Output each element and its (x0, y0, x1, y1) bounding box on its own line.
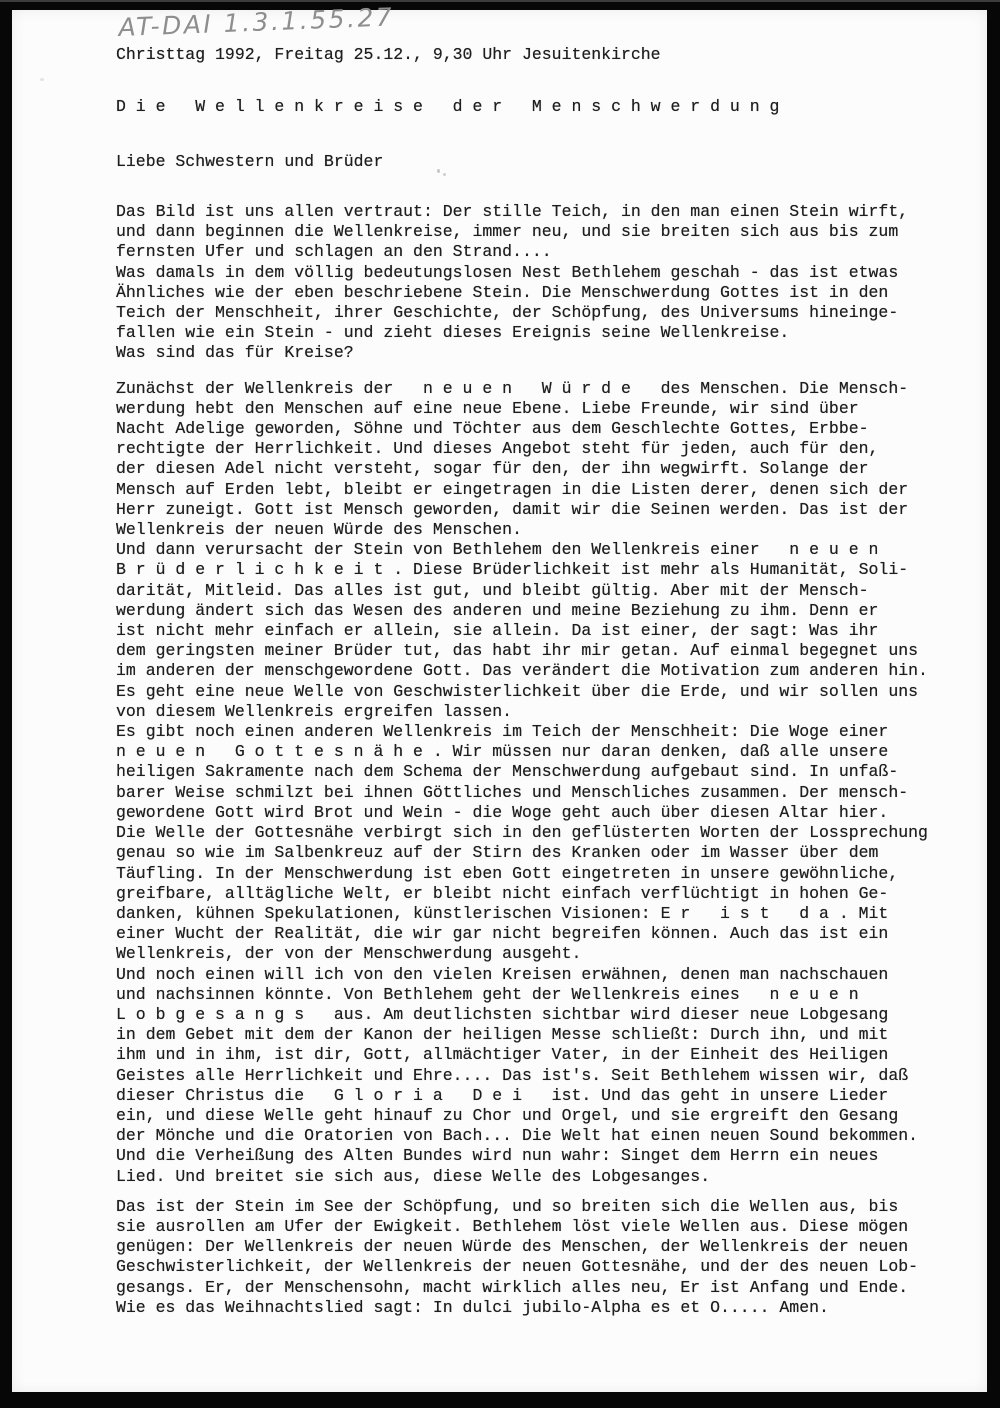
scan-edge-highlight (0, 0, 1000, 2)
text-line: werdung hebt den Menschen auf eine neue Ebene. Liebe Freunde, wir sind über (116, 398, 859, 418)
text-line: und dann beginnen die Wellenkreise, immer neu, und sie breiten sich aus bis zum (116, 222, 899, 242)
text-line: Teich der Menschheit, ihrer Geschichte, der Schöpfung, des Universums hineinge- (116, 303, 899, 323)
text-line: heiligen Sakramente nach dem Schema der Menschwerdung aufgebaut sind. In unfaß- (116, 762, 899, 782)
text-line: von diesem Wellenkreis ergreifen lassen. (116, 701, 513, 721)
text-line: barer Weise schmilzt bei ihnen Göttliches und Menschliches zusammen. Der mensch- (116, 782, 909, 802)
scan-speck (40, 78, 44, 81)
text-line: werdung ändert sich das Wesen des anderen und meine Beziehung zu ihm. Denn er (116, 600, 879, 620)
text-line: Nacht Adelige geworden, Söhne und Töchter aus dem Geschlechte Gottes, Erbbe- (116, 419, 869, 439)
paragraph (116, 379, 976, 1187)
scan-speck (437, 169, 440, 173)
text-line: gewordene Gott wird Brot und Wein - die Woge geht auch über diesen Altar hier. (116, 802, 889, 822)
text-line: Und die Verheißung des Alten Bundes wird nun wahr: Singet dem Herrn ein neues (116, 1146, 879, 1166)
text-line: Das Bild ist uns allen vertraut: Der stille Teich, in den man einen Stein wirft, (116, 202, 909, 221)
document-page (12, 2, 987, 1392)
text-line: genügen: Der Wellenkreis der neuen Würde des Menschen, der Wellenkreis der neuen (116, 1237, 909, 1257)
text-line: einer Wucht der Realität, die wir gar nicht begreifen können. Auch das ist ein (116, 924, 889, 944)
paragraph (116, 202, 976, 364)
scan-speck (443, 173, 446, 176)
text-line: darität, Mitleid. Das alles ist gut, und bleibt gültig. Aber mit der Mensch- (116, 580, 869, 600)
salutation-line: Liebe Schwestern und Brüder (116, 152, 384, 171)
text-line: Herr zuneigt. Gott ist Mensch geworden, damit wir die Seinen werden. Das ist der (116, 499, 909, 519)
text-line: und nachsinnen könnte. Von Bethlehem geht der Wellenkreis eines n e u e n (116, 984, 859, 1004)
handwritten-archive-annotation: AT-DAI 1.3.1.55.27 (118, 2, 395, 42)
text-line: danken, kühnen Spekulationen, künstlerischen Visionen: E r i s t d a . Mit (116, 903, 889, 923)
text-line: gesangs. Er, der Menschensohn, macht wirklich alles neu, Er ist Anfang und Ende. (116, 1277, 909, 1297)
text-line: n e u e n G o t t e s n ä h e . Wir müssen nur daran denken, daß alle unsere (116, 742, 889, 762)
text-line: ihm und in ihm, ist dir, Gott, allmächtiger Vater, in der Einheit des Heiligen (116, 1045, 889, 1065)
text-line: Und dann verursacht der Stein von Bethlehem den Wellenkreis einer n e u e n (116, 540, 879, 560)
document-body (116, 202, 976, 1318)
text-line: Mensch auf Erden lebt, bleibt er eingetragen in die Listen derer, denen sich der (116, 479, 909, 499)
text-line: Die Welle der Gottesnähe verbirgt sich in den geflüsterten Worten der Lossprechung (116, 823, 928, 843)
text-line: Geistes alle Herrlichkeit und Ehre.... Das ist's. Seit Bethlehem wissen wir, daß (116, 1065, 909, 1085)
text-line: Wie es das Weihnachtslied sagt: In dulci jubilo-Alpha es et O..... Amen. (116, 1297, 829, 1317)
text-line: Und noch einen will ich von den vielen Kreisen erwähnen, denen man nachschauen (116, 964, 889, 984)
text-line: B r ü d e r l i c h k e i t . Diese Brüderlichkeit ist mehr als Humanität, Soli- (116, 560, 909, 580)
paragraph (116, 1197, 976, 1318)
text-line: Ähnliches wie der eben beschriebene Stein. Die Menschwerdung Gottes ist in den (116, 282, 889, 302)
text-line: ist nicht mehr einfach er allein, sie allein. Da ist einer, der sagt: Was ihr (116, 621, 879, 641)
text-line: der Mönche und die Oratorien von Bach... Die Welt hat einen neuen Sound bekommen. (116, 1126, 919, 1146)
text-line: fernsten Ufer und schlagen an den Strand.... (116, 242, 552, 262)
text-line: fallen wie ein Stein - und zieht dieses Ereignis seine Wellenkreise. (116, 323, 790, 343)
text-line: Wellenkreis, der von der Menschwerdung ausgeht. (116, 944, 582, 964)
text-line: Wellenkreis der neuen Würde des Menschen. (116, 520, 522, 540)
text-line: Geschwisterlichkeit, der Wellenkreis der neuen Gottesnähe, und der des neuen Lob- (116, 1257, 919, 1277)
text-line: der diesen Adel nicht versteht, sogar für den, der ihn wegwirft. Solange der (116, 459, 869, 479)
text-line: in dem Gebet mit dem der Kanon der heiligen Messe schließt: Durch ihn, und mit (116, 1025, 889, 1045)
text-line: ein, und diese Welle geht hinauf zu Chor und Orgel, und sie ergreift den Gesang (116, 1105, 899, 1125)
date-location-line: Christtag 1992, Freitag 25.12., 9,30 Uhr Jesuitenkirche (116, 45, 661, 64)
text-line: sie ausrollen am Ufer der Ewigkeit. Bethlehem löst viele Wellen aus. Diese mögen (116, 1216, 909, 1236)
text-line: Was damals in dem völlig bedeutungslosen Nest Bethlehem geschah - das ist etwas (116, 262, 899, 282)
text-line: Zunächst der Wellenkreis der n e u e n W ü r d e des Menschen. Die Mensch- (116, 378, 909, 398)
text-line: Das ist der Stein im See der Schöpfung, und so breiten sich die Wellen aus, bis (116, 1196, 899, 1216)
text-line: Täufling. In der Menschwerdung ist eben Gott eingetreten in unsere gewöhnliche, (116, 863, 899, 883)
text-line: Was sind das für Kreise? (116, 343, 354, 363)
text-line: dieser Christus die G l o r i a D e i ist. Und das geht in unsere Lieder (116, 1085, 889, 1105)
text-line: dem geringsten meiner Brüder tut, das habt ihr mir getan. Auf einmal begegnet uns (116, 641, 919, 661)
document-title: D i e W e l l e n k r e i s e d e r M e n s c h w e r d u n g (116, 97, 780, 116)
text-line: Es geht eine neue Welle von Geschwisterlichkeit über die Erde, und wir sollen uns (116, 681, 919, 701)
text-line: L o b g e s a n g s aus. Am deutlichsten sichtbar wird dieser neue Lobgesang (116, 1004, 889, 1024)
text-line: rechtigte der Herrlichkeit. Und dieses Angebot steht für jeden, auch für den, (116, 439, 879, 459)
text-line: greifbare, alltägliche Welt, er bleibt nicht einfach verflüchtigt in hohen Ge- (116, 883, 889, 903)
text-line: genau so wie im Salbenkreuz auf der Stirn des Kranken oder im Wasser über dem (116, 843, 879, 863)
text-line: Es gibt noch einen anderen Wellenkreis im Teich der Menschheit: Die Woge einer (116, 722, 889, 742)
text-line: im anderen der menschgewordene Gott. Das verändert die Motivation zum anderen hin. (116, 661, 928, 681)
text-line: Lied. Und breitet sie sich aus, diese Welle des Lobgesanges. (116, 1166, 711, 1186)
